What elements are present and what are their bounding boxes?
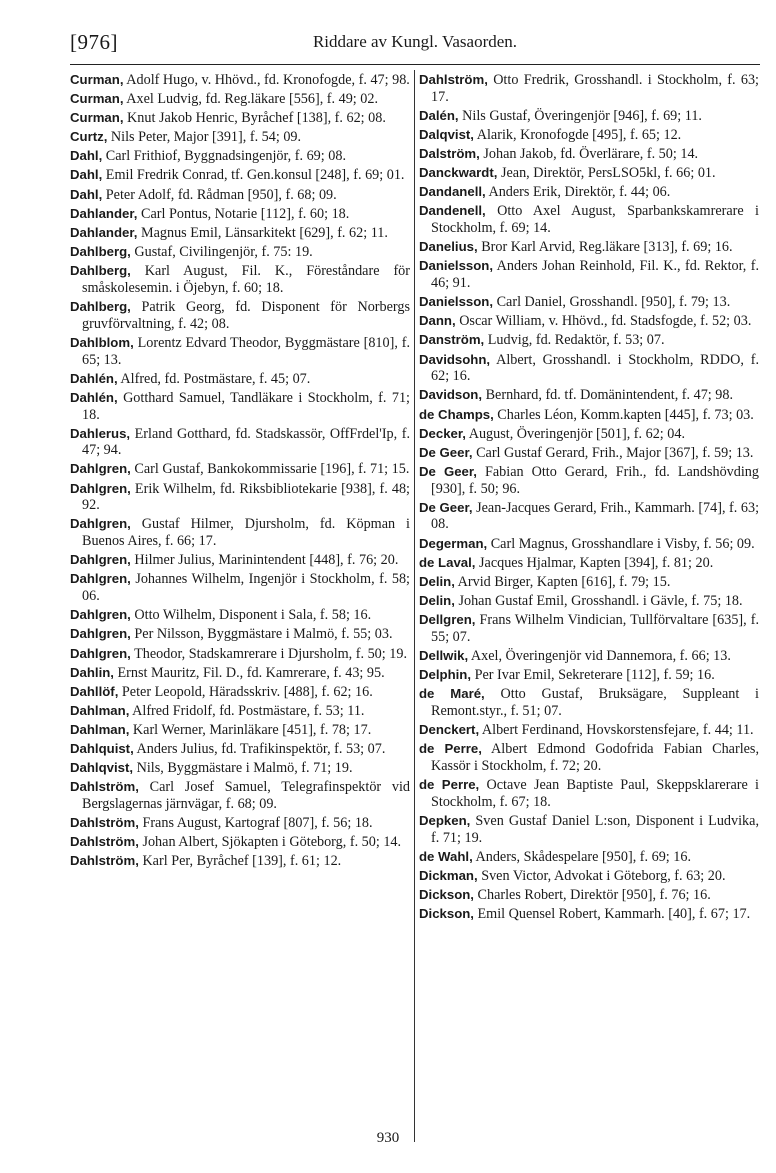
entry-text: Sven Gustaf Daniel L:son, Disponent i Ludvika, f. 71; 19.: [431, 812, 759, 846]
entry: [419, 555, 759, 572]
entry-text: Adolf Hugo, v. Hhövd., fd. Kronofogde, f. 47; 98.: [126, 72, 410, 88]
entry-name: Davidsohn,: [419, 351, 491, 367]
entry-name: Dahlgren,: [70, 516, 131, 532]
entry-text: Peter Leopold, Häradsskriv. [488], f. 62; 16.: [121, 683, 373, 700]
entry: [419, 426, 759, 443]
entry-name: Dahlberg,: [70, 262, 131, 278]
entry-name: Denckert,: [419, 721, 480, 737]
entry: [419, 868, 759, 885]
entry: [419, 184, 759, 201]
entry-name: De Geer,: [419, 499, 473, 515]
entry-name: Dellwik,: [419, 647, 469, 663]
entry-text: Albert, Grosshandl. i Stockholm, RDDO, f. 62; 16.: [431, 351, 759, 385]
entry-text: Karl August, Fil. K., Föreståndare för småskolesemin. i Öjebyn, f. 60; 18.: [82, 262, 410, 296]
entry: [70, 703, 410, 720]
entry: [419, 313, 759, 330]
entry-text: August, Överingenjör [501], f. 62; 04.: [468, 425, 686, 442]
entry: [70, 299, 410, 333]
entry-name: Danckwardt,: [419, 165, 498, 181]
entry: [419, 407, 759, 424]
entry: [70, 607, 410, 624]
entry-name: Dahlerus,: [70, 425, 131, 441]
entry: [419, 239, 759, 256]
entry-name: Dahl,: [70, 186, 103, 202]
entry: [419, 72, 759, 106]
entry-name: Dahlman,: [70, 702, 130, 718]
entry-text: Emil Quensel Robert, Kammarh. [40], f. 67; 17.: [477, 905, 751, 922]
entry: [70, 853, 410, 870]
entry-name: Danström,: [419, 332, 485, 348]
entry-name: Delphin,: [419, 666, 472, 682]
entry-name: Dahlberg,: [70, 298, 131, 314]
entry: [419, 593, 759, 610]
entry-name: Decker,: [419, 425, 466, 441]
entry-text: Bror Karl Arvid, Reg.läkare [313], f. 69; 16.: [481, 239, 733, 256]
entry-text: Johan Gustaf Emil, Grosshandl. i Gävle, f. 75; 18.: [458, 592, 743, 609]
entry-name: Dahlström,: [419, 72, 488, 87]
entry-text: Peter Adolf, fd. Rådman [950], f. 68; 09.: [105, 186, 337, 203]
entry: [419, 203, 759, 237]
entry-text: Fabian Otto Gerard, Frih., fd. Landshövding [930], f. 50; 96.: [431, 463, 759, 497]
page-number: [976]: [70, 30, 118, 54]
entry-text: Knut Jakob Henric, Byråchef [138], f. 62; 08.: [127, 110, 386, 127]
entry-name: Dahlström,: [70, 834, 139, 850]
entry: [419, 127, 759, 144]
entry-name: Dellgren,: [419, 611, 476, 627]
entry-text: Carl Josef Samuel, Telegrafinspektör vid Bergslagernas järnvägar, f. 68; 09.: [82, 779, 411, 812]
entry: [70, 371, 410, 388]
entry: [419, 849, 759, 866]
entry: [70, 722, 410, 739]
entry-text: Alfred, fd. Postmästare, f. 45; 07.: [120, 370, 311, 387]
entry: [70, 516, 410, 550]
entry: [70, 129, 410, 146]
entry-text: Anders Erik, Direktör, f. 44; 06.: [488, 184, 671, 201]
entry-name: Dahlander,: [70, 205, 138, 221]
entry: [70, 72, 410, 89]
entry: [419, 906, 759, 923]
entry-text: Magnus Emil, Länsarkitekt [629], f. 62; 11.: [140, 224, 388, 241]
entry-name: Dann,: [419, 313, 456, 329]
entry-text: Anders Julius, fd. Trafikinspektör, f. 53; 07.: [136, 741, 386, 757]
entry: [419, 536, 759, 553]
entry-name: Dickman,: [419, 867, 478, 883]
entry-name: Davidson,: [419, 387, 483, 403]
entry-text: Johan Albert, Sjökapten i Göteborg, f. 50; 14.: [142, 834, 402, 851]
entry-text: Erland Gotthard, fd. Stadskassör, OffFrdel'Ip, f. 47; 94.: [82, 425, 410, 459]
entry-name: Curman,: [70, 110, 124, 126]
entry-name: Dahlén,: [70, 370, 118, 386]
entry-name: Dalström,: [419, 146, 480, 162]
entry-name: Dahlgren,: [70, 645, 131, 661]
entry-name: de Champs,: [419, 406, 494, 422]
entry-name: Dahlgren,: [70, 480, 131, 496]
entry: [419, 813, 759, 847]
entry: [70, 461, 410, 478]
entry: [70, 390, 410, 424]
right-column: [419, 72, 759, 925]
entry-text: Otto Axel August, Sparbankskamrerare i Stockholm, f. 69; 14.: [431, 203, 760, 237]
entry-text: Nils, Byggmästare i Malmö, f. 71; 19.: [136, 760, 353, 777]
entry: [419, 445, 759, 462]
entry: [70, 263, 410, 297]
entry: [70, 244, 410, 261]
entry-name: Dahlström,: [70, 779, 139, 795]
entry-name: de Perre,: [419, 741, 482, 756]
left-column: [70, 72, 410, 872]
entry: [70, 779, 410, 813]
entry-name: De Geer,: [419, 444, 473, 460]
entry: [70, 646, 410, 663]
entry-name: Curman,: [70, 91, 124, 107]
entry-text: Patrik Georg, fd. Disponent för Norbergs gruvförvaltning, f. 42; 08.: [82, 298, 411, 332]
entry-text: Charles Robert, Direktör [950], f. 76; 16.: [477, 886, 711, 903]
entry-text: Jacques Hjalmar, Kapten [394], f. 81; 20.: [479, 554, 714, 571]
entry-text: Charles Léon, Komm.kapten [445], f. 73; 03.: [497, 406, 754, 423]
entry: [419, 667, 759, 684]
entry-name: Dickson,: [419, 905, 474, 921]
entry-name: Dahllöf,: [70, 683, 119, 699]
entry-name: Dandenell,: [419, 203, 486, 219]
entry-text: Ernst Mauritz, Fil. D., fd. Kamrerare, f. 43; 95.: [117, 664, 385, 681]
running-title: Riddare av Kungl. Vasaorden.: [312, 32, 518, 51]
footer-page-number: 930: [376, 1130, 400, 1146]
entry-name: Dandanell,: [419, 184, 486, 200]
entry-text: Karl Werner, Marinläkare [451], f. 78; 17.: [132, 721, 372, 738]
entry: [70, 741, 410, 758]
entry-text: Albert Edmond Godofrida Fabian Charles, Kassör i Stockholm, f. 72; 20.: [431, 741, 759, 774]
entry-name: Dahlqvist,: [70, 760, 134, 776]
entry-name: Dahlén,: [70, 389, 118, 405]
entry-name: Dahlström,: [70, 815, 139, 831]
entry-name: Degerman,: [419, 535, 488, 551]
entry-text: Carl Frithiof, Byggnadsingenjör, f. 69; 08.: [105, 148, 347, 165]
entry: [419, 258, 759, 292]
entry-name: Curtz,: [70, 129, 108, 145]
entry-text: Otto Wilhelm, Disponent i Sala, f. 58; 16.: [134, 607, 372, 624]
entry-text: Hilmer Julius, Marinintendent [448], f. 76; 20.: [134, 552, 399, 569]
entry-text: Sven Victor, Advokat i Göteborg, f. 63; 20.: [481, 867, 726, 884]
entry-text: Carl Daniel, Grosshandl. [950], f. 79; 13.: [496, 294, 731, 311]
entry-name: Dahlgren,: [70, 607, 131, 623]
entry-text: Bernhard, fd. tf. Domänintendent, f. 47; 98.: [485, 387, 734, 404]
entry: [419, 777, 759, 811]
entry-name: Dalqvist,: [419, 126, 474, 142]
entry: [419, 574, 759, 591]
entry-text: Lorentz Edvard Theodor, Byggmästare [810], f. 65; 13.: [82, 334, 410, 368]
entry-name: de Perre,: [419, 776, 480, 792]
entry: [419, 165, 759, 182]
entry-text: Per Nilsson, Byggmästare i Malmö, f. 55; 03.: [134, 626, 393, 643]
entry-name: Dahlgren,: [70, 552, 131, 568]
entry-text: Frans Wilhelm Vindician, Tullförvaltare [635], f. 55; 07.: [431, 611, 759, 645]
entry-name: Delin,: [419, 573, 455, 589]
column-divider: [414, 70, 415, 1142]
entry-name: Dickson,: [419, 886, 474, 902]
entry-text: Erik Wilhelm, fd. Riksbibliotekarie [938], f. 48; 92.: [82, 480, 410, 514]
entry: [419, 741, 759, 775]
entry-name: Dahlander,: [70, 224, 138, 240]
entry: [70, 225, 410, 242]
entry-name: Dahlblom,: [70, 334, 134, 350]
entry-name: Dalén,: [419, 107, 459, 123]
entry-text: Jean, Direktör, PersLSO5kl, f. 66; 01.: [500, 165, 716, 182]
entry: [70, 834, 410, 851]
entry: [70, 335, 410, 369]
entry-text: Carl Pontus, Notarie [112], f. 60; 18.: [140, 205, 350, 222]
entry-text: Carl Gustaf, Bankokommissarie [196], f. 71; 15.: [134, 461, 410, 478]
entry: [70, 571, 410, 605]
entry-name: Danelius,: [419, 239, 478, 255]
entry: [70, 481, 410, 515]
entry-text: Alarik, Kronofogde [495], f. 65; 12.: [476, 126, 682, 143]
entry: [419, 612, 759, 646]
entry-text: Carl Magnus, Grosshandlare i Visby, f. 56; 09.: [490, 535, 755, 552]
entry-text: Anders Johan Reinhold, Fil. K., fd. Rektor, f. 46; 91.: [431, 258, 760, 292]
entry-text: Albert Ferdinand, Hovskorstensfejare, f. 44; 11.: [481, 721, 754, 738]
entry: [70, 187, 410, 204]
entry: [70, 110, 410, 127]
entry: [70, 760, 410, 777]
entry: [70, 167, 410, 184]
entry-name: Dahlgren,: [70, 461, 131, 477]
entry-text: Nils Gustaf, Överingenjör [946], f. 69; 11.: [462, 107, 702, 124]
entry-name: de Wahl,: [419, 848, 473, 864]
entry-text: Theodor, Stadskamrerare i Djursholm, f. 50; 19.: [134, 645, 407, 662]
entry: [70, 815, 410, 832]
entry: [419, 387, 759, 404]
entry-text: Nils Peter, Major [391], f. 54; 09.: [110, 129, 302, 146]
entry: [419, 108, 759, 125]
entry-text: Axel Ludvig, fd. Reg.läkare [556], f. 49; 02.: [126, 91, 379, 108]
entry: [70, 626, 410, 643]
entry-text: Johan Jakob, fd. Överlärare, f. 50; 14.: [483, 146, 699, 163]
entry-name: de Laval,: [419, 554, 476, 570]
entry-text: Axel, Överingenjör vid Dannemora, f. 66; 13.: [470, 647, 731, 664]
entry-name: Danielsson,: [419, 294, 494, 310]
entry: [70, 148, 410, 165]
entry-text: Otto Gustaf, Bruksägare, Suppleant i Remont.styr., f. 51; 07.: [431, 686, 759, 719]
entry-name: Dahlman,: [70, 721, 130, 737]
entry-text: Gotthard Samuel, Tandläkare i Stockholm, f. 71; 18.: [82, 389, 410, 423]
page-header: [70, 30, 760, 58]
entry-text: Gustaf Hilmer, Djursholm, fd. Köpman i Buenos Aires, f. 66; 17.: [82, 516, 410, 550]
entry-name: Dahlgren,: [70, 626, 131, 642]
entry-text: Alfred Fridolf, fd. Postmästare, f. 53; 11.: [132, 702, 365, 719]
entry-text: Anders, Skådespelare [950], f. 69; 16.: [475, 848, 692, 865]
entry: [70, 684, 410, 701]
entry-text: Karl Per, Byråchef [139], f. 61; 12.: [142, 853, 342, 870]
entry: [70, 552, 410, 569]
entry-name: Curman,: [70, 72, 124, 87]
entry-name: Dahlin,: [70, 664, 114, 680]
entry-text: Arvid Birger, Kapten [616], f. 79; 15.: [457, 573, 671, 590]
entry-text: Oscar William, v. Hhövd., fd. Stadsfogde, f. 52; 03.: [459, 313, 752, 330]
entry-text: Frans August, Kartograf [807], f. 56; 18.: [142, 815, 373, 832]
entry: [70, 91, 410, 108]
entry: [419, 464, 759, 498]
entry-name: Dahl,: [70, 167, 103, 183]
entry-text: Jean-Jacques Gerard, Frih., Kammarh. [74], f. 63; 08.: [431, 499, 760, 533]
entry-name: Dahlgren,: [70, 571, 131, 587]
entry-text: Octave Jean Baptiste Paul, Skeppsklarerare i Stockholm, f. 67; 18.: [431, 776, 760, 810]
entry-text: Johannes Wilhelm, Ingenjör i Stockholm, f. 58; 06.: [82, 571, 411, 605]
entry-columns: [70, 72, 760, 1142]
entry-name: Depken,: [419, 812, 471, 828]
entry-text: Ludvig, fd. Redaktör, f. 53; 07.: [487, 332, 665, 349]
entry-name: Dahl,: [70, 148, 103, 164]
entry: [70, 426, 410, 460]
entry-name: Delin,: [419, 592, 455, 608]
entry: [419, 294, 759, 311]
entry-name: Dahlström,: [70, 853, 139, 869]
header-rule: [70, 64, 760, 65]
entry-text: Gustaf, Civilingenjör, f. 75: 19.: [134, 243, 313, 260]
entry-text: Per Ivar Emil, Sekreterare [112], f. 59; 16.: [474, 666, 715, 683]
entry: [419, 686, 759, 720]
entry-name: De Geer,: [419, 463, 477, 479]
entry: [419, 887, 759, 904]
entry-name: Dahlquist,: [70, 741, 134, 756]
entry-text: Carl Gustaf Gerard, Frih., Major [367], f. 59; 13.: [476, 444, 754, 461]
entry-text: Otto Fredrik, Grosshandl. i Stockholm, f. 63; 17.: [431, 72, 759, 105]
entry: [419, 722, 759, 739]
entry: [70, 665, 410, 682]
entry: [419, 332, 759, 349]
entry-text: Emil Fredrik Conrad, tf. Gen.konsul [248], f. 69; 01.: [105, 167, 405, 184]
entry-name: Dahlberg,: [70, 243, 131, 259]
entry: [419, 352, 759, 386]
entry: [419, 648, 759, 665]
entry: [419, 146, 759, 163]
entry: [419, 500, 759, 534]
entry-name: de Maré,: [419, 686, 485, 702]
entry: [70, 206, 410, 223]
entry-name: Danielsson,: [419, 258, 494, 274]
